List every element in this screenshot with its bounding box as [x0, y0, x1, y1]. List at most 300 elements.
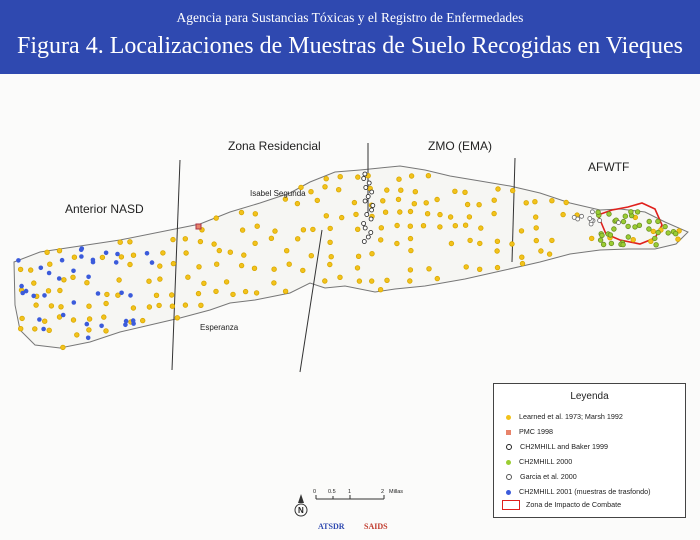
sample-point: [477, 267, 482, 272]
sample-point: [252, 266, 257, 271]
sample-point: [370, 251, 375, 256]
sample-point: [478, 241, 483, 246]
sample-point: [496, 187, 501, 192]
sample-point: [214, 216, 219, 221]
sample-point: [408, 236, 413, 241]
sample-point: [60, 258, 65, 263]
sample-point: [212, 242, 217, 247]
sample-point: [115, 252, 120, 257]
sample-point: [357, 279, 362, 284]
north-arrow-icon: [295, 494, 307, 516]
sample-point: [378, 238, 383, 243]
sample-point: [617, 221, 621, 225]
sample-point: [468, 238, 473, 243]
sample-point: [104, 251, 109, 256]
sample-point: [171, 261, 176, 266]
sample-point: [369, 231, 373, 235]
sample-point: [145, 251, 150, 256]
sample-point: [598, 219, 602, 223]
sample-point: [328, 262, 333, 267]
sample-point: [175, 316, 180, 321]
sample-point: [114, 260, 119, 265]
sample-point: [408, 279, 413, 284]
sample-point: [395, 223, 400, 228]
sample-point: [336, 187, 341, 192]
sample-point: [356, 175, 361, 180]
sample-point: [196, 291, 201, 296]
north-label: N: [298, 506, 304, 515]
sample-point: [283, 289, 288, 294]
sample-point: [72, 255, 77, 260]
island-outline: [14, 166, 688, 348]
sample-point: [171, 237, 176, 242]
sample-point: [45, 250, 50, 255]
sample-point: [284, 248, 289, 253]
sample-point: [33, 327, 38, 332]
sample-point: [199, 303, 204, 308]
sample-point: [533, 199, 538, 204]
sample-point: [49, 304, 54, 309]
sample-point: [467, 215, 472, 220]
sample-point: [547, 252, 552, 257]
sample-point: [424, 201, 429, 206]
sample-point: [355, 266, 360, 271]
sample-point: [371, 204, 375, 208]
sample-point: [309, 253, 314, 258]
sample-point: [621, 219, 626, 224]
sample-point: [385, 278, 390, 283]
sample-point: [287, 262, 292, 267]
sample-point: [128, 240, 133, 245]
sample-point: [356, 254, 361, 259]
sample-point: [79, 254, 84, 259]
sample-point: [85, 322, 90, 327]
sample-point: [323, 185, 328, 190]
sample-point: [449, 241, 454, 246]
sample-point: [214, 262, 219, 267]
sample-point: [19, 284, 24, 289]
sample-point: [647, 227, 652, 232]
sample-point: [533, 215, 538, 220]
sample-point: [46, 289, 51, 294]
sample-point: [550, 238, 555, 243]
sample-point: [47, 271, 52, 276]
blue-dot-icon: [506, 490, 511, 495]
sample-point: [647, 219, 652, 224]
sample-point: [150, 260, 155, 265]
sample-point: [254, 291, 259, 296]
sample-point: [309, 189, 314, 194]
sample-point: [519, 229, 524, 234]
sample-point: [242, 253, 247, 258]
sample-point: [57, 248, 62, 253]
sample-point: [425, 211, 430, 216]
scale-tick-05: 0.5: [328, 489, 336, 495]
sample-point: [370, 190, 374, 194]
sample-point: [128, 262, 133, 267]
sample-point: [355, 227, 360, 232]
sample-point: [102, 315, 107, 320]
sample-point: [607, 212, 612, 217]
sample-point: [239, 210, 244, 215]
sample-point: [328, 226, 333, 231]
sample-point: [119, 255, 124, 260]
sample-point: [363, 172, 367, 176]
sample-point: [118, 240, 123, 245]
sample-point: [87, 328, 92, 333]
sample-point: [366, 235, 370, 239]
sample-point: [239, 263, 244, 268]
sample-point: [224, 280, 229, 285]
sample-point: [140, 318, 145, 323]
sample-point: [656, 230, 661, 235]
sample-point: [656, 219, 661, 224]
sample-point: [217, 248, 222, 253]
zone-label-residential: Zona Residencial: [228, 139, 321, 153]
sample-point: [379, 226, 384, 231]
sample-point: [75, 333, 80, 338]
sample-point: [124, 319, 129, 324]
sample-point: [366, 195, 370, 199]
sample-point: [362, 177, 366, 181]
legend-title: Leyenda: [570, 391, 609, 402]
agency-name: Agencia para Sustancias Tóxicas y el Registro de Enfermedades: [176, 10, 524, 25]
sample-point: [301, 228, 306, 233]
sample-point: [649, 239, 654, 244]
sample-point: [255, 224, 260, 229]
sample-point: [676, 237, 681, 242]
sample-point: [539, 249, 544, 254]
sample-point: [464, 265, 469, 270]
map-legend: [493, 383, 686, 518]
sample-point: [623, 214, 628, 219]
sample-point: [128, 293, 133, 298]
sample-point: [600, 233, 605, 238]
sample-point: [631, 237, 636, 242]
zone-label-afwtf: AFWTF: [588, 160, 630, 174]
sample-point: [28, 268, 33, 273]
sample-point: [72, 300, 77, 305]
sample-point: [85, 280, 90, 285]
legend-item-ch2m-baker: CH2MHILL and Baker 1999: [506, 442, 608, 451]
sample-point: [20, 291, 25, 296]
sample-point: [608, 233, 613, 238]
sample-point: [588, 217, 592, 221]
sample-point: [495, 239, 500, 244]
sample-point: [295, 237, 300, 242]
green-dot-icon: [506, 460, 511, 465]
sample-point: [395, 241, 400, 246]
sample-point: [42, 319, 47, 324]
place-esperanza: Esperanza: [200, 323, 239, 332]
sample-point: [158, 277, 163, 282]
sample-point: [295, 201, 300, 206]
sample-point: [105, 292, 110, 297]
sample-point: [131, 253, 136, 258]
sample-point: [453, 189, 458, 194]
sample-point: [119, 291, 124, 296]
sample-point: [534, 226, 539, 231]
sample-point: [495, 249, 500, 254]
sample-point: [59, 305, 64, 310]
sample-point: [654, 243, 659, 248]
sample-point: [324, 176, 329, 181]
sample-point: [412, 201, 417, 206]
sample-point: [86, 275, 91, 280]
sample-point: [158, 264, 163, 269]
sample-point: [666, 231, 671, 236]
scale-bar: [313, 489, 403, 499]
sample-point: [426, 173, 431, 178]
sample-point: [273, 229, 278, 234]
sample-point: [663, 224, 668, 229]
sample-point: [492, 198, 497, 203]
legend-item-learned: Learned et al. 1973; Marsh 1992: [506, 412, 623, 421]
sample-point: [520, 261, 525, 266]
sample-point: [383, 210, 388, 215]
sample-point: [183, 303, 188, 308]
sample-point: [364, 186, 368, 190]
sample-point: [365, 213, 369, 217]
black-ring-icon: [506, 444, 512, 450]
sample-point: [71, 275, 76, 280]
sample-point: [39, 266, 44, 271]
sample-point: [48, 262, 53, 267]
sample-point: [197, 265, 202, 270]
sample-point: [57, 276, 62, 281]
place-isabel-segunda: Isabel Segunda: [250, 189, 306, 198]
sample-point: [272, 267, 277, 272]
sample-point: [147, 279, 152, 284]
sample-point: [572, 215, 576, 219]
sample-point: [87, 317, 92, 322]
sample-point: [99, 324, 104, 329]
sample-point: [448, 215, 453, 220]
sample-point: [329, 254, 334, 259]
sample-point: [463, 223, 468, 228]
sample-point: [408, 224, 413, 229]
sample-point: [510, 188, 515, 193]
sample-point: [626, 235, 631, 240]
sample-point: [231, 292, 236, 297]
sample-point: [524, 201, 529, 206]
sample-point: [421, 223, 426, 228]
sample-point: [609, 241, 614, 246]
sample-point: [629, 210, 634, 215]
sample-point: [477, 202, 482, 207]
sample-point: [550, 198, 555, 203]
sample-point: [61, 345, 66, 350]
sample-point: [408, 209, 413, 214]
sample-point: [492, 211, 497, 216]
sample-point: [34, 303, 39, 308]
sample-point: [590, 210, 594, 214]
sample-point: [18, 267, 23, 272]
sample-point: [409, 174, 414, 179]
scale-tick-0: 0: [313, 489, 317, 495]
sample-point: [228, 250, 233, 255]
sample-point: [18, 326, 23, 331]
sample-point: [161, 251, 166, 256]
sample-point: [170, 304, 175, 309]
sample-point: [367, 181, 371, 185]
sample-point: [363, 226, 367, 230]
sample-point: [561, 212, 566, 217]
sample-point: [62, 278, 67, 283]
sample-point: [495, 265, 500, 270]
sample-point: [601, 242, 606, 247]
sample-point: [427, 267, 432, 272]
sample-point: [633, 225, 638, 230]
sample-point: [370, 208, 374, 212]
scale-unit: Millas: [389, 489, 404, 495]
sample-point: [354, 212, 359, 217]
sample-point: [71, 269, 76, 274]
sample-point: [653, 236, 658, 241]
sample-point: [169, 293, 174, 298]
sample-point: [154, 293, 159, 298]
sample-point: [214, 289, 219, 294]
sample-point: [381, 199, 386, 204]
sample-point: [596, 210, 601, 215]
sample-point: [16, 258, 21, 263]
sample-point: [104, 301, 109, 306]
gray-ring-icon: [506, 474, 512, 480]
sample-point: [479, 226, 484, 231]
sample-point: [564, 200, 569, 205]
sample-point: [626, 224, 631, 229]
sample-point: [612, 227, 617, 232]
sample-point: [157, 303, 162, 308]
sample-point: [651, 229, 656, 234]
sample-point: [363, 199, 367, 203]
sample-point: [323, 279, 328, 284]
sample-point: [435, 197, 440, 202]
sample-point: [339, 215, 344, 220]
sample-point: [104, 329, 109, 334]
sample-point: [272, 281, 277, 286]
sample-point: [80, 246, 85, 251]
sample-point: [399, 188, 404, 193]
sample-point: [465, 202, 470, 207]
sample-point: [41, 327, 46, 332]
legend-item-ch2m-2000: CH2MHILL 2000: [506, 457, 572, 466]
sample-point: [86, 336, 91, 341]
sample-point: [435, 276, 440, 281]
red-rectangle-icon: [502, 500, 520, 510]
sample-point: [621, 242, 626, 247]
sample-point: [253, 212, 258, 217]
sample-point: [409, 248, 414, 253]
legend-item-combat-zone: Zona de Impacto de Combate: [502, 500, 621, 510]
sample-point: [635, 210, 640, 215]
sample-point: [598, 238, 603, 243]
saids-logo: SAIDS: [364, 522, 388, 531]
pmc-sample: [196, 224, 201, 229]
atsdr-logo: ATSDR: [318, 522, 345, 531]
scale-tick-1: 1: [348, 489, 352, 495]
sample-point: [31, 294, 36, 299]
sample-point: [438, 212, 443, 217]
sample-point: [240, 228, 245, 233]
sample-point: [398, 210, 403, 215]
zone-label-west: Anterior NASD: [65, 202, 144, 216]
figure-title: Figura 4. Localizaciones de Muestras de Suelo Recogidas en Vieques: [17, 33, 683, 59]
sample-point: [510, 242, 515, 247]
sample-point: [534, 238, 539, 243]
sample-point: [463, 190, 468, 195]
sample-point: [362, 222, 366, 226]
sample-point: [96, 291, 101, 296]
sample-point: [91, 260, 96, 265]
sample-point: [520, 255, 525, 260]
sample-point: [269, 236, 274, 241]
sample-point: [131, 318, 136, 323]
sample-point: [580, 214, 584, 218]
sample-point: [61, 313, 66, 318]
yellow-dot-icon: [506, 415, 511, 420]
legend-item-ch2m-2001: CH2MHILL 2001 (muestras de trasfondo): [506, 487, 651, 496]
sample-point: [338, 275, 343, 280]
sample-point: [673, 231, 678, 236]
sample-point: [589, 236, 594, 241]
sample-point: [385, 188, 390, 193]
sample-point: [311, 227, 316, 232]
sample-point: [378, 287, 383, 292]
sample-point: [198, 239, 203, 244]
sample-point: [184, 251, 189, 256]
sample-point: [328, 240, 333, 245]
sample-point: [186, 275, 191, 280]
sample-point: [453, 223, 458, 228]
zone-label-zmo: ZMO (EMA): [428, 139, 492, 153]
sample-point: [202, 281, 207, 286]
sample-point: [117, 278, 122, 283]
sample-point: [369, 217, 373, 221]
orange-square-icon: [506, 430, 511, 435]
sample-point: [438, 225, 443, 230]
sample-point: [147, 305, 152, 310]
sample-point: [253, 241, 258, 246]
sample-point: [87, 304, 92, 309]
sample-point: [324, 214, 329, 219]
sample-point: [32, 281, 37, 286]
sample-point: [183, 237, 188, 242]
sample-point: [37, 317, 42, 322]
legend-item-pmc: PMC 1998: [506, 427, 553, 436]
sample-point: [362, 240, 366, 244]
sample-point: [131, 306, 136, 311]
scale-tick-2: 2: [381, 489, 385, 495]
sample-point: [58, 288, 63, 293]
sample-point: [397, 177, 402, 182]
sample-point: [47, 328, 52, 333]
sample-point: [243, 289, 248, 294]
sample-point: [637, 223, 642, 228]
sample-point: [42, 293, 47, 298]
sample-point: [20, 316, 25, 321]
sample-point: [408, 268, 413, 273]
sample-point: [301, 268, 306, 273]
sample-point: [369, 279, 374, 284]
sample-point: [100, 255, 105, 260]
title-banner: [0, 0, 700, 74]
sample-point: [396, 197, 401, 202]
sample-point: [413, 189, 418, 194]
sample-point: [352, 200, 357, 205]
sample-point: [338, 174, 343, 179]
sample-point: [315, 198, 320, 203]
